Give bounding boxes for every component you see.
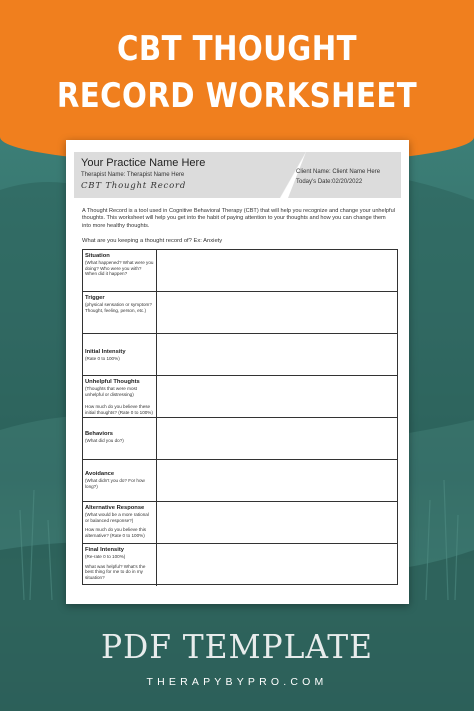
row-hint: (Re-rate 0 to 100%) xyxy=(85,554,126,559)
worksheet-page xyxy=(66,140,409,604)
row-hint: (What would be a more rational or balanced response?) xyxy=(85,512,149,523)
row-hint-secondary: What was helpful? What's the best thing for me to do in my situation? xyxy=(85,563,146,580)
table-row xyxy=(83,334,397,376)
row-title: Behaviors xyxy=(85,431,114,437)
response-cell[interactable] xyxy=(157,460,397,501)
table-row xyxy=(83,292,397,334)
website-url[interactable]: THERAPYBYPRO.COM xyxy=(146,676,328,688)
worksheet-title: CBT Thought Record xyxy=(81,181,187,191)
response-cell[interactable] xyxy=(157,418,397,459)
table-row xyxy=(83,502,397,544)
response-cell[interactable] xyxy=(157,250,397,291)
row-hint: (What happened? What were you doing? Who were you with? When did it happen? xyxy=(85,260,154,277)
practice-name: Your Practice Name Here xyxy=(81,157,206,169)
row-title: Unhelpful Thoughts xyxy=(85,379,140,385)
row-label xyxy=(83,502,157,543)
row-hint: (What did you do?) xyxy=(85,438,124,443)
response-cell[interactable] xyxy=(157,334,397,375)
row-hint-secondary: How much do you believe these initial thoughts? (Rate 0 to 100%) xyxy=(85,404,153,415)
row-hint-secondary: How much do you believe this alternative? (Rate 0 to 100%) xyxy=(85,527,147,538)
intro-paragraph: A Thought Record is a tool used in Cognitive Behavioral Therapy (CBT) that will help you recognize and change your unhelpful thoughts. This worksheet will help you get into the habit of paying attention to your thoughts and how you can change them into more healthy thoughts. xyxy=(82,208,395,229)
banner-title-line1: CBT THOUGHT xyxy=(116,29,358,69)
banner-title-line2: RECORD WORKSHEET xyxy=(56,76,418,116)
response-cell[interactable] xyxy=(157,502,397,543)
row-title: Avoidance xyxy=(85,471,115,477)
row-label xyxy=(83,544,157,586)
row-hint: (What didn't you do? For how long?) xyxy=(85,478,145,489)
row-title: Trigger xyxy=(85,295,105,301)
row-label xyxy=(83,460,157,501)
table-row xyxy=(83,460,397,502)
row-title: Situation xyxy=(85,253,110,259)
therapist-name: Therapist Name: Therapist Name Here xyxy=(81,172,185,178)
todays-date: Today's Date:02/20/2022 xyxy=(296,179,363,185)
table-row xyxy=(83,250,397,292)
table-row xyxy=(83,544,397,586)
response-cell[interactable] xyxy=(157,544,397,586)
table-row xyxy=(83,376,397,418)
row-title: Alternative Response xyxy=(85,505,145,511)
row-hint: (physical sensation or symptom? Thought, feeling, person, etc.) xyxy=(85,302,152,313)
row-hint: (Thoughts that were most unhelpful or distressing) xyxy=(85,386,138,397)
row-label xyxy=(83,418,157,459)
thought-record-table xyxy=(82,249,398,585)
thought-record-question: What are you keeping a thought record of? Ex: Anxiety xyxy=(82,238,223,244)
row-label xyxy=(83,292,157,333)
row-title: Final Intensity xyxy=(85,547,124,553)
pdf-template-label: PDF TEMPLATE xyxy=(101,627,373,666)
row-label xyxy=(83,376,157,417)
client-name: Client Name: Client Name Here xyxy=(296,169,381,175)
header-band-right xyxy=(288,152,401,198)
table-row xyxy=(83,418,397,460)
response-cell[interactable] xyxy=(157,376,397,417)
row-label xyxy=(83,334,157,375)
row-hint: (Rate 0 to 100%) xyxy=(85,356,120,361)
row-title: Initial Intensity xyxy=(85,349,126,355)
row-label xyxy=(83,250,157,291)
response-cell[interactable] xyxy=(157,292,397,333)
